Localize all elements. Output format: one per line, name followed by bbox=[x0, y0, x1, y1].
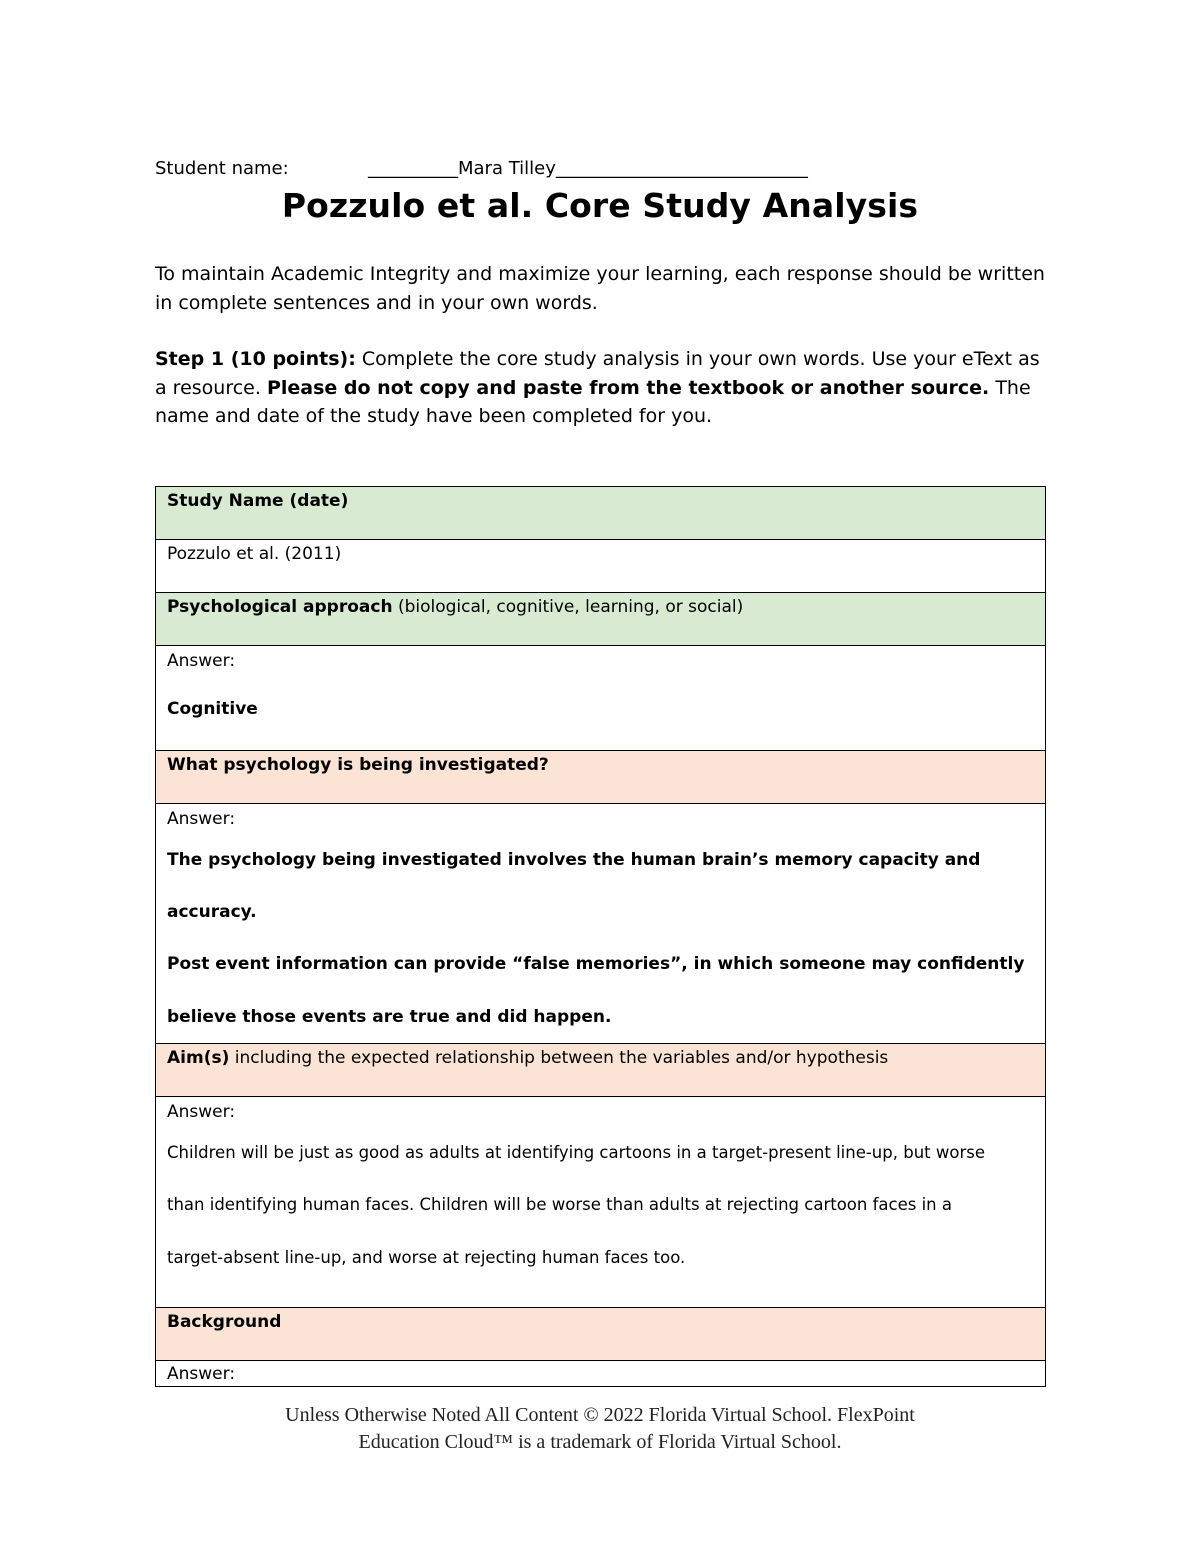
answer-label: Answer: bbox=[167, 1102, 236, 1122]
psychology-header-cell bbox=[156, 751, 1046, 804]
student-name-line bbox=[155, 158, 808, 179]
answer-label: Answer: bbox=[167, 1364, 236, 1384]
aims-answer-cell[interactable] bbox=[156, 1097, 1046, 1308]
psychology-answer-line: Post event information can provide “false memories”, in which someone may confidently bbox=[167, 954, 1025, 974]
psychology-answer-cell[interactable] bbox=[156, 804, 1046, 1044]
background-answer-cell[interactable] bbox=[156, 1361, 1046, 1387]
approach-header-cell bbox=[156, 593, 1046, 646]
approach-header-note: (biological, cognitive, learning, or social) bbox=[392, 597, 744, 617]
study-name-header: Study Name (date) bbox=[167, 491, 349, 511]
background-header-cell bbox=[156, 1308, 1046, 1361]
footer-line-1: Unless Otherwise Noted All Content © 2022 Florida Virtual School. FlexPoint bbox=[285, 1404, 915, 1426]
answer-label: Answer: bbox=[167, 809, 236, 829]
answer-label: Answer: bbox=[167, 651, 236, 671]
step1-text-2: The name and date of the study have been completed for you. bbox=[155, 376, 1031, 427]
step1-text-1: Complete the core study analysis in your own words. Use your eText as a resource. bbox=[155, 348, 1040, 399]
page-title: Pozzulo et al. Core Study Analysis bbox=[281, 186, 919, 225]
aims-header-cell bbox=[156, 1044, 1046, 1097]
background-header: Background bbox=[167, 1312, 282, 1332]
step1-paragraph bbox=[155, 345, 1045, 431]
study-name-value: Pozzulo et al. (2011) bbox=[167, 544, 342, 564]
intro-paragraph: To maintain Academic Integrity and maximize your learning, each response should be written in complete sentences and in your own words. bbox=[155, 263, 1045, 314]
approach-header: Psychological approach bbox=[167, 597, 393, 617]
psychology-answer-line: The psychology being investigated involves the human brain’s memory capacity and accuracy. bbox=[167, 850, 981, 922]
step1-warning: Please do not copy and paste from the textbook or another source. bbox=[266, 376, 990, 399]
psychology-answer-line: believe those events are true and did happen. bbox=[167, 1006, 612, 1027]
study-name-answer-cell[interactable] bbox=[156, 540, 1046, 593]
aims-answer-line: Children will be just as good as adults at identifying cartoons in a target-present line-up, but worse bbox=[167, 1143, 985, 1162]
student-name-label: Student name: bbox=[155, 158, 289, 179]
approach-answer-cell[interactable] bbox=[156, 646, 1046, 751]
approach-answer: Cognitive bbox=[167, 699, 258, 719]
analysis-table bbox=[155, 486, 1046, 1387]
study-name-header-cell bbox=[156, 487, 1046, 540]
psychology-header: What psychology is being investigated? bbox=[167, 755, 549, 775]
aims-header-note: including the expected relationship between the variables and/or hypothesis bbox=[229, 1048, 889, 1068]
aims-answer-line: than identifying human faces. Children will be worse than adults at rejecting cartoon faces in a bbox=[167, 1195, 952, 1214]
aims-header: Aim(s) bbox=[167, 1048, 230, 1068]
page-footer bbox=[0, 1402, 1200, 1456]
footer-line-2: Education Cloud™ is a trademark of Florida Virtual School. bbox=[358, 1431, 842, 1453]
student-name-value: __________Mara Tilley____________________________ bbox=[368, 158, 808, 179]
aims-answer-line: target-absent line-up, and worse at rejecting human faces too. bbox=[167, 1247, 686, 1267]
step1-label: Step 1 (10 points): bbox=[155, 348, 356, 370]
